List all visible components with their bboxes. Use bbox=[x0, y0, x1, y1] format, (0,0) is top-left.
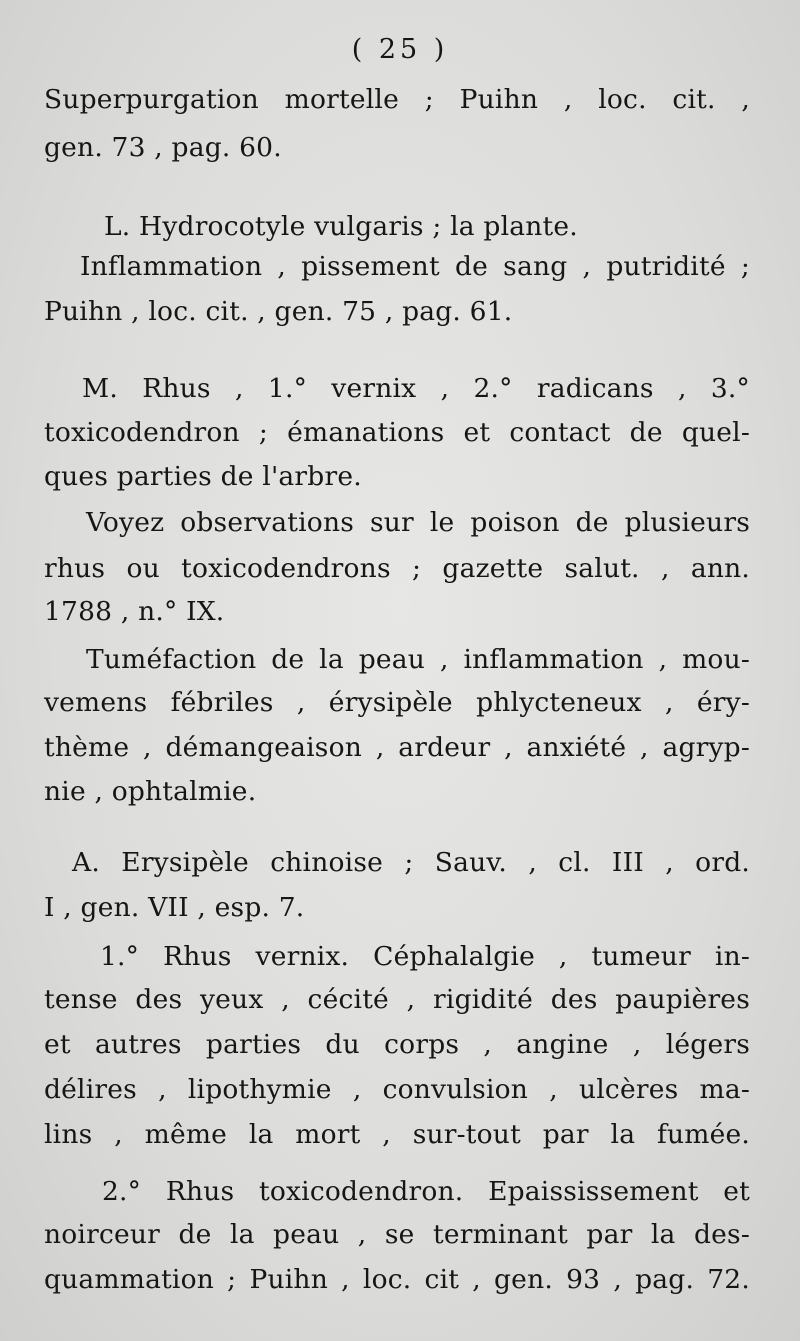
text-line: ques parties de l'arbre. bbox=[44, 461, 362, 492]
text-line: rhus ou toxicodendrons ; gazette salut. , ann. bbox=[44, 553, 750, 584]
page-number: ( 25 ) bbox=[351, 34, 449, 65]
text-line: 1.° Rhus vernix. Céphalalgie , tumeur in- bbox=[100, 941, 750, 972]
text-line: lins , même la mort , sur-tout par la fumée. bbox=[44, 1119, 750, 1150]
text-line: M. Rhus , 1.° vernix , 2.° radicans , 3.° bbox=[82, 373, 750, 404]
text-line: A. Erysipèle chinoise ; Sauv. , cl. III , ord. bbox=[72, 847, 750, 878]
text-line: Puihn , loc. cit. , gen. 75 , pag. 61. bbox=[44, 296, 513, 327]
text-line: thème , démangeaison , ardeur , anxiété , agryp- bbox=[44, 732, 750, 763]
text-line: Voyez observations sur le poison de plusieurs bbox=[86, 507, 750, 538]
text-line: L. Hydrocotyle vulgaris ; la plante. bbox=[104, 211, 578, 242]
text-line: toxicodendron ; émanations et contact de quel- bbox=[44, 417, 750, 448]
text-line: quammation ; Puihn , loc. cit , gen. 93 , pag. 72. bbox=[44, 1264, 750, 1295]
text-line: I , gen. VII , esp. 7. bbox=[44, 892, 305, 923]
text-line: tense des yeux , cécité , rigidité des paupières bbox=[44, 984, 750, 1015]
text-line: Inflammation , pissement de sang , putridité ; bbox=[80, 251, 750, 282]
text-line: Tuméfaction de la peau , inflammation , mou- bbox=[86, 644, 750, 675]
text-line: et autres parties du corps , angine , légers bbox=[44, 1029, 750, 1060]
text-line: vemens fébriles , érysipèle phlycteneux , éry- bbox=[44, 687, 750, 718]
text-line: gen. 73 , pag. 60. bbox=[44, 132, 282, 163]
text-line: délires , lipothymie , convulsion , ulcères ma- bbox=[44, 1074, 750, 1105]
text-line: Superpurgation mortelle ; Puihn , loc. cit. , bbox=[44, 84, 750, 115]
text-line: 2.° Rhus toxicodendron. Epaississement et bbox=[102, 1176, 750, 1207]
text-line: 1788 , n.° IX. bbox=[44, 596, 225, 627]
text-line: noirceur de la peau , se terminant par la des- bbox=[44, 1219, 750, 1250]
text-line: nie , ophtalmie. bbox=[44, 776, 257, 807]
